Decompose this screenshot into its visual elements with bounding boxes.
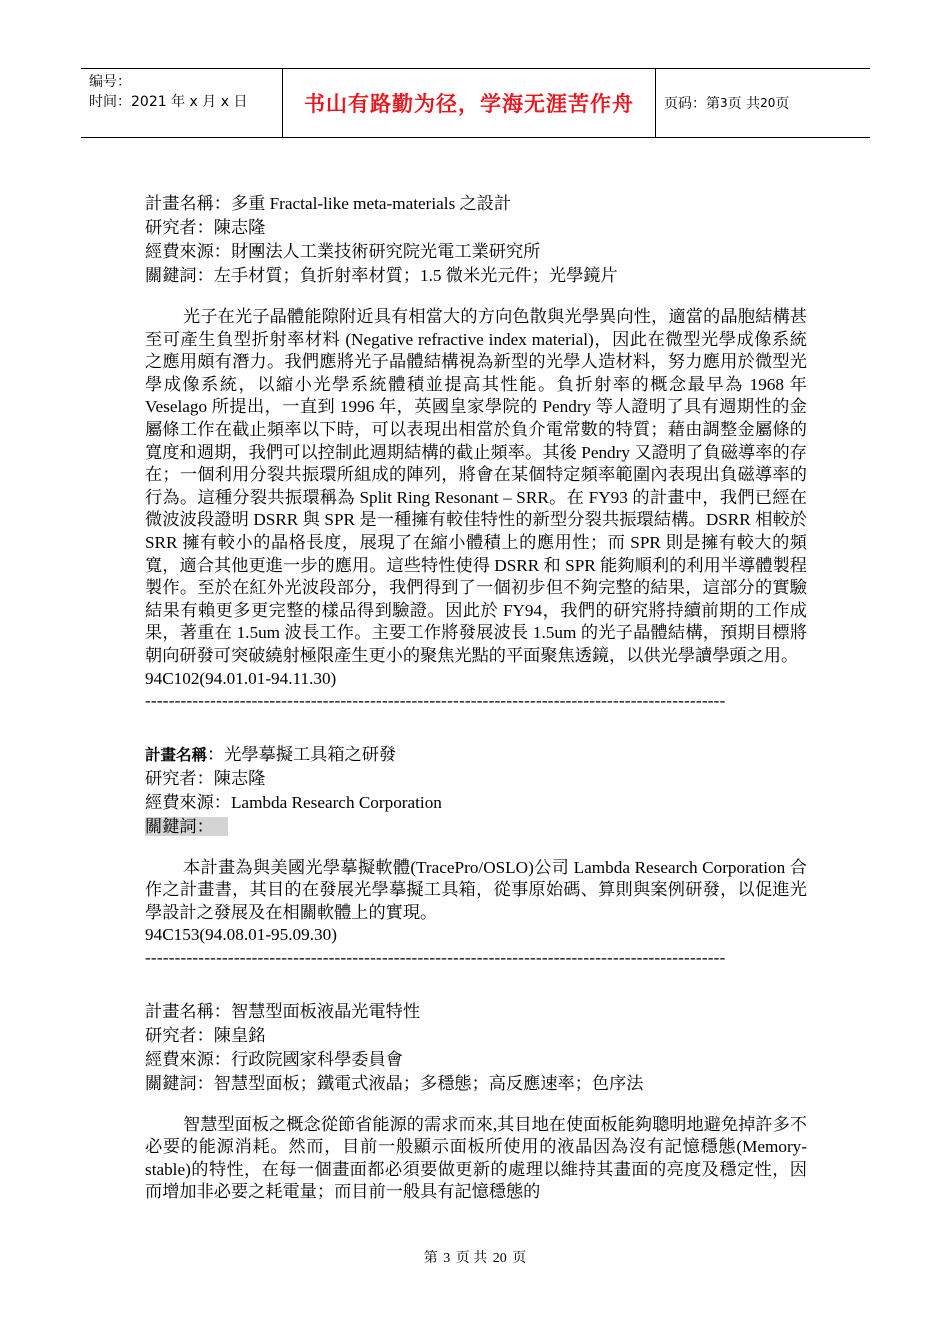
project-meta [145,1000,807,1096]
project-code: 94C102(94.01.01-94.11.30) [145,668,337,688]
project-researcher: 研究者：陳志隆 [145,218,266,237]
project-title-label: 計畫名稱： [145,1001,231,1021]
project-funding: 經費來源：行政院國家科學委員會 [145,1049,403,1069]
header-page-info [656,69,870,137]
project-entry [145,1000,807,1204]
project-keywords: 關鍵詞：智慧型面板；鐵電式液晶；多穩態；高反應速率；色序法 [145,1073,644,1093]
project-title [145,192,807,216]
project-entry [145,192,807,713]
separator-line: -------------------------------------------------------------------------------------------------- [145,691,726,711]
project-title [145,743,807,767]
project-abstract: 光子在光子晶體能隙附近具有相當大的方向色散與光學異向性，適當的晶胞結構甚至可產生負型折射率材料 (Negative refractive index material)，因此在微型光學成像系統之應用頗有潛力。我們應將光子晶體結構視為新型的光學人造材料，努力應用於微型光學成像系統，以縮小光學系統體積並提高其性能。負折射率的概念最早為 1968 年 Veselago 所提出，一直到 1996 年，英國皇家學院的 Pendry 等人證明了具有週期性的金屬條工作在截止頻率以下時，可以表現出相當於負介電常數的特質；藉由調整金屬條的寬度和週期，我們可以控制此週期結構的截止頻率。其後 Pendry 又證明了負磁導率的存在；一個利用分裂共振環所組成的陣列，將會在某個特定頻率範圍內表現出負磁導率的行為。這種分裂共振環稱為 Split Ring Resonant – SRR。在 FY93 的計畫中，我們已經在微波波段證明 DSRR 與 SPR 是一種擁有較佳特性的新型分裂共振環結構。DSRR 相較於 SRR 擁有較小的晶格長度，展現了在縮小體積上的應用性；而 SPR 則是擁有較大的頻寬，適合其他更進一步的應用。這些特性使得 DSRR 和 SPR 能夠順利的利用半導體製程製作。至於在紅外光波段部分，我們得到了一個初步但不夠完整的結果，這部分的實驗結果有賴更多更完整的樣品得到驗證。因此於 FY94，我們的研究將持續前期的工作成果，著重在 1.5um 波長工作。主要工作將發展波長 1.5um 的光子晶體結構，預期目標將朝向研發可突破繞射極限產生更小的聚焦光點的平面聚焦透鏡，以供光學讀學頭之用。 [145,307,807,665]
document-number-label: 编号： [89,74,131,90]
footer-page-suffix: 页 [512,1251,527,1266]
project-researcher: 研究者：陳志隆 [145,768,266,788]
header-motto: 书山有路勤为径，学海无涯苦作舟 [283,69,656,137]
header-page-current: 3 [720,96,728,110]
footer-page-prefix: 第 [423,1251,438,1266]
footer-page-mid: 页 共 [455,1251,488,1266]
document-date: 时间：2021 年 x 月 x 日 [89,94,248,110]
project-funding: 經費來源：Lambda Research Corporation [145,792,442,812]
project-title [145,1000,807,1024]
page-footer [0,1247,950,1267]
project-keywords-label: 關鍵詞： [145,817,228,836]
project-code: 94C153(94.08.01-95.09.30) [145,925,337,945]
footer-page-total: 20 [492,1251,507,1266]
footer-page-current: 3 [443,1251,451,1266]
header-info-cell [81,69,283,137]
header-page-prefix: 页码：第 [664,96,720,112]
project-title-text: 多重 Fractal-like meta-materials 之設計 [230,194,512,213]
header-page-suffix: 页 [775,96,790,112]
project-title-label: 計畫名稱： [145,194,231,213]
header-page-mid: 页 共 [727,96,761,112]
project-researcher: 研究者：陳皇銘 [145,1025,266,1045]
document-body [145,192,807,1204]
project-abstract: 本計畫為與美國光學摹擬軟體(TracePro/OSLO)公司 Lambda Research Corporation 合作之計畫書，其目的在發展光學摹擬工具箱，從事原始碼、算則與案例研發，以促進光學設計之發展及在相關軟體上的實現。 [145,857,807,922]
project-meta [145,743,807,839]
header-page-total: 20 [760,96,776,110]
project-title-text: ：光學摹擬工具箱之研發 [207,744,397,764]
project-abstract: 智慧型面板之概念從節省能源的需求而來,其目地在使面板能夠聰明地避免掉許多不必要的能源消耗。然而，目前一般顯示面板所使用的液晶因為沒有記憶穩態(Memory-stable)的特性，在每一個畫面都必須要做更新的處理以維持其畫面的亮度及穩定性，因而增加非必要之耗電量；而目前一般具有記憶穩態的 [145,1114,807,1202]
project-keywords [145,815,807,839]
project-keywords: 關鍵詞：左手材質；負折射率材質；1.5 微米光元件；光學鏡片 [145,266,618,285]
project-title-text: 智慧型面板液晶光電特性 [230,1001,421,1021]
project-title-label: 計畫名稱 [145,745,208,764]
separator-line: -------------------------------------------------------------------------------------------------- [145,948,726,968]
project-meta [145,192,807,288]
project-entry [145,743,807,970]
page-header [81,68,870,138]
project-funding: 經費來源：財團法人工業技術研究院光電工業研究所 [145,242,541,261]
